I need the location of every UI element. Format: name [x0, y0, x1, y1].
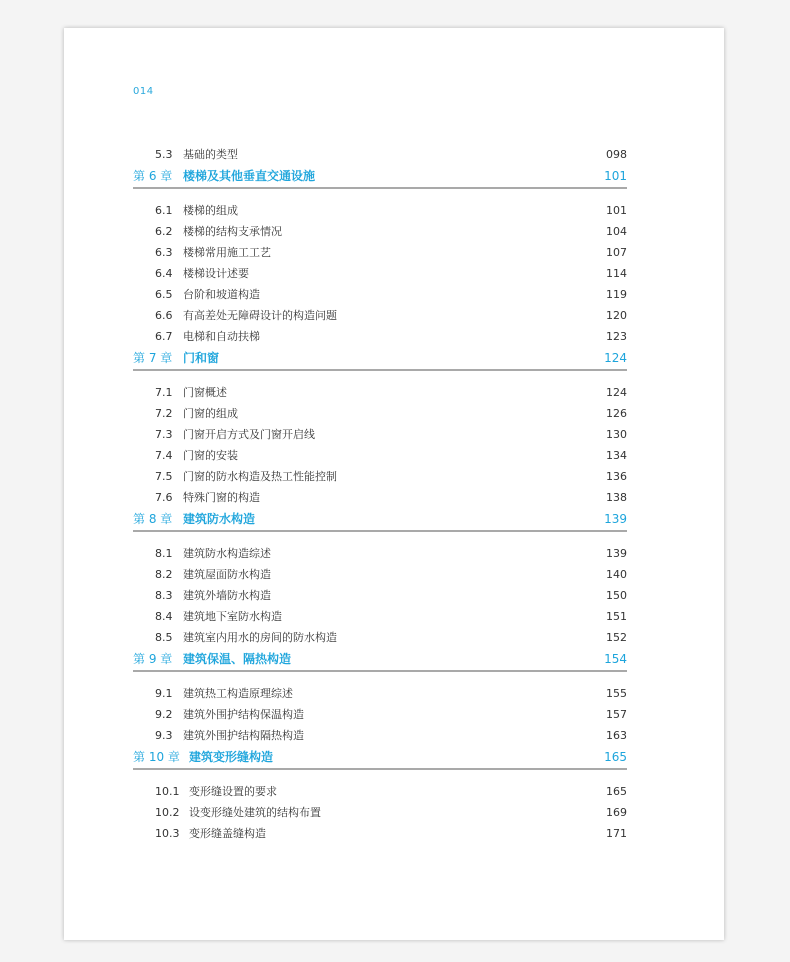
toc-section: [133, 466, 627, 487]
entry-number: 7.4: [155, 449, 173, 462]
entry-title: 楼梯常用施工工艺: [183, 246, 271, 259]
toc-section: [133, 144, 627, 165]
entry-number: 8.4: [155, 610, 173, 623]
entry-number: 6.6: [155, 309, 173, 322]
entry-title: 变形缝盖缝构造: [189, 827, 266, 840]
entry-page: 155: [606, 687, 627, 700]
toc-section: [133, 781, 627, 802]
toc-section: [133, 606, 627, 627]
entry-number: 7.2: [155, 407, 173, 420]
entry-page: 139: [604, 512, 627, 526]
entry-title: 建筑外围护结构保温构造: [183, 708, 304, 721]
entry-number: 7.3: [155, 428, 173, 441]
entry-number: 6.7: [155, 330, 173, 343]
toc-section: [133, 263, 627, 284]
entry-title: 建筑保温、隔热构造: [183, 652, 292, 666]
entry-title: 建筑防水构造综述: [183, 547, 271, 560]
entry-number: 6.5: [155, 288, 173, 301]
entry-number: 8.1: [155, 547, 173, 560]
entry-page: 150: [606, 589, 627, 602]
toc-section: [133, 242, 627, 263]
toc-section: [133, 585, 627, 606]
entry-page: 124: [606, 386, 627, 399]
entry-title: 楼梯及其他垂直交通设施: [183, 169, 316, 183]
entry-page: 101: [606, 204, 627, 217]
entry-title: 建筑外墙防水构造: [183, 589, 271, 602]
entry-page: 152: [606, 631, 627, 644]
toc-chapter: [133, 648, 627, 672]
toc-section: [133, 543, 627, 564]
entry-title: 建筑室内用水的房间的防水构造: [183, 631, 337, 644]
entry-page: 114: [606, 267, 627, 280]
toc-chapter: [133, 347, 627, 371]
toc-chapter: [133, 746, 627, 770]
toc-section: [133, 445, 627, 466]
entry-number: 第 8 章: [133, 512, 173, 526]
entry-page: 136: [606, 470, 627, 483]
entry-page: 124: [604, 351, 627, 365]
entry-number: 10.1: [155, 785, 180, 798]
entry-number: 8.5: [155, 631, 173, 644]
entry-number: 8.2: [155, 568, 173, 581]
entry-title: 电梯和自动扶梯: [183, 330, 260, 343]
entry-page: 138: [606, 491, 627, 504]
entry-title: 有高差处无障碍设计的构造问题: [183, 309, 337, 322]
entry-number: 9.1: [155, 687, 173, 700]
entry-number: 6.1: [155, 204, 173, 217]
entry-page: 126: [606, 407, 627, 420]
entry-page: 098: [606, 148, 627, 161]
entry-number: 9.3: [155, 729, 173, 742]
entry-page: 163: [606, 729, 627, 742]
entry-page: 101: [604, 169, 627, 183]
entry-title: 门和窗: [183, 351, 220, 365]
entry-number: 7.1: [155, 386, 173, 399]
entry-title: 建筑外围护结构隔热构造: [183, 729, 304, 742]
entry-title: 建筑防水构造: [183, 512, 256, 526]
toc-section: [133, 305, 627, 326]
entry-number: 第 10 章: [133, 750, 180, 764]
entry-title: 楼梯设计述要: [183, 267, 249, 280]
entry-title: 变形缝设置的要求: [189, 785, 277, 798]
entry-title: 台阶和坡道构造: [183, 288, 260, 301]
page-number: 014: [133, 86, 154, 97]
entry-page: 140: [606, 568, 627, 581]
toc-section: [133, 704, 627, 725]
entry-number: 7.5: [155, 470, 173, 483]
entry-page: 107: [606, 246, 627, 259]
entry-title: 基础的类型: [183, 148, 238, 161]
entry-number: 9.2: [155, 708, 173, 721]
table-of-contents: [133, 144, 627, 844]
entry-page: 139: [606, 547, 627, 560]
entry-title: 门窗的安装: [183, 449, 238, 462]
entry-page: 134: [606, 449, 627, 462]
entry-number: 6.4: [155, 267, 173, 280]
entry-title: 楼梯的结构支承情况: [183, 225, 282, 238]
entry-title: 门窗的组成: [183, 407, 238, 420]
entry-title: 建筑地下室防水构造: [183, 610, 282, 623]
toc-section: [133, 221, 627, 242]
entry-number: 第 7 章: [133, 351, 173, 365]
toc-section: [133, 564, 627, 585]
toc-section: [133, 326, 627, 347]
entry-page: 104: [606, 225, 627, 238]
entry-title: 门窗开启方式及门窗开启线: [183, 428, 315, 441]
toc-chapter: [133, 165, 627, 189]
toc-section: [133, 382, 627, 403]
toc-section: [133, 802, 627, 823]
entry-title: 门窗概述: [183, 386, 227, 399]
entry-title: 特殊门窗的构造: [183, 491, 260, 504]
toc-section: [133, 627, 627, 648]
entry-page: 123: [606, 330, 627, 343]
entry-number: 5.3: [155, 148, 173, 161]
toc-section: [133, 725, 627, 746]
entry-number: 第 9 章: [133, 652, 173, 666]
toc-section: [133, 683, 627, 704]
toc-section: [133, 424, 627, 445]
entry-title: 建筑变形缝构造: [189, 750, 274, 764]
toc-section: [133, 200, 627, 221]
toc-section: [133, 284, 627, 305]
entry-page: 157: [606, 708, 627, 721]
entry-page: 165: [606, 785, 627, 798]
entry-number: 第 6 章: [133, 169, 173, 183]
entry-number: 8.3: [155, 589, 173, 602]
entry-page: 151: [606, 610, 627, 623]
entry-title: 门窗的防水构造及热工性能控制: [183, 470, 337, 483]
entry-number: 10.2: [155, 806, 180, 819]
entry-number: 6.2: [155, 225, 173, 238]
entry-number: 7.6: [155, 491, 173, 504]
entry-page: 130: [606, 428, 627, 441]
entry-title: 建筑屋面防水构造: [183, 568, 271, 581]
toc-section: [133, 403, 627, 424]
entry-page: 154: [604, 652, 627, 666]
toc-section: [133, 487, 627, 508]
entry-title: 建筑热工构造原理综述: [183, 687, 293, 700]
entry-page: 119: [606, 288, 627, 301]
entry-page: 165: [604, 750, 627, 764]
entry-page: 120: [606, 309, 627, 322]
entry-number: 6.3: [155, 246, 173, 259]
entry-title: 楼梯的组成: [183, 204, 238, 217]
entry-page: 169: [606, 806, 627, 819]
toc-chapter: [133, 508, 627, 532]
entry-page: 171: [606, 827, 627, 840]
toc-section: [133, 823, 627, 844]
entry-title: 设变形缝处建筑的结构布置: [189, 806, 321, 819]
entry-number: 10.3: [155, 827, 180, 840]
